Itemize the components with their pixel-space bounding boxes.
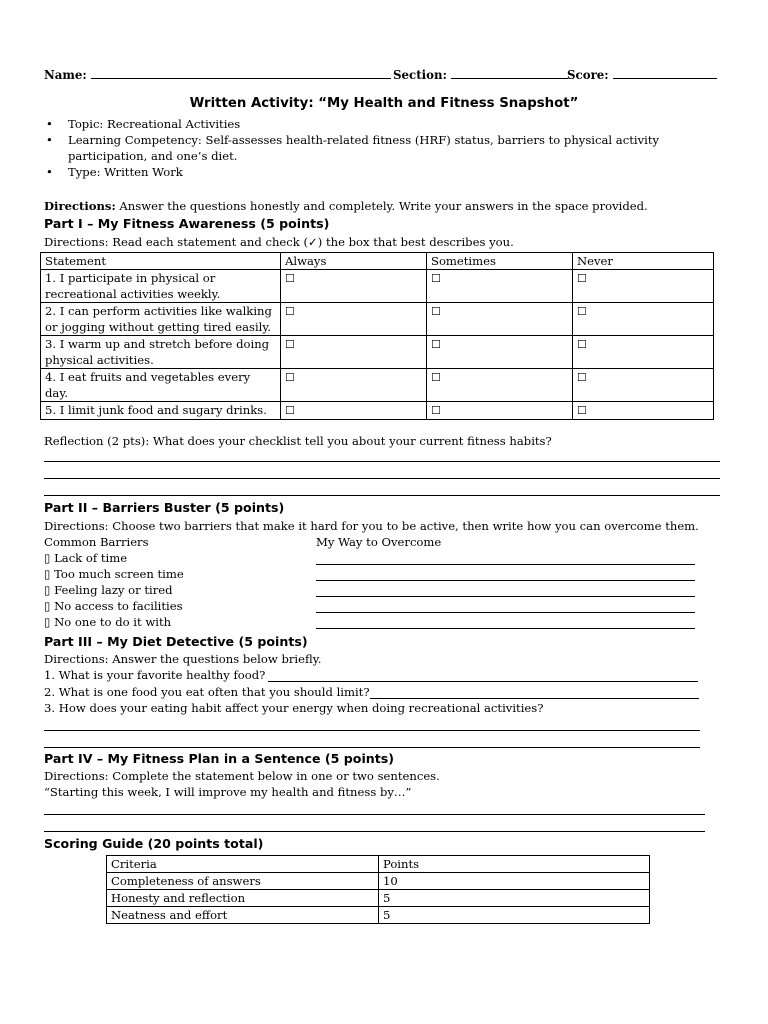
answer-line[interactable] (44, 814, 705, 815)
part1-directions: Directions: Read each statement and check (✓) the box that best describes you. (44, 235, 514, 249)
scoring-heading: Scoring Guide (20 points total) (44, 836, 264, 851)
score-blank[interactable] (613, 67, 717, 79)
bullet-item: • Type: Written Work (46, 165, 183, 179)
checkbox-icon: ▯ (44, 583, 51, 597)
reflection-question: Reflection (2 pts): What does your checklist tell you about your current fitness habits? (44, 434, 552, 448)
table-header-cell: Statement (41, 253, 281, 270)
part1-heading: Part I – My Fitness Awareness (5 points) (44, 216, 330, 231)
points-cell: 5 (379, 907, 650, 924)
sometimes-checkbox[interactable]: ☐ (431, 272, 441, 285)
table-row (107, 890, 650, 907)
section-field (393, 67, 568, 82)
always-checkbox[interactable]: ☐ (285, 305, 295, 318)
barrier-item[interactable]: ▯ Too much screen time (44, 567, 184, 581)
statement-cell: 4. I eat fruits and vegetables every day. (41, 369, 281, 402)
criteria-cell: Completeness of answers (107, 873, 379, 890)
table-header-cell: Never (573, 253, 714, 270)
barrier-item[interactable]: ▯ Lack of time (44, 551, 128, 565)
table-row (107, 873, 650, 890)
overcome-answer-line[interactable] (316, 612, 695, 613)
overcome-answer-line[interactable] (316, 580, 695, 581)
barrier-item[interactable]: ▯ No one to do it with (44, 615, 172, 629)
answer-line[interactable] (370, 698, 699, 699)
fitness-awareness-table (40, 252, 714, 420)
always-checkbox[interactable]: ☐ (285, 404, 295, 417)
name-label: Name: (44, 68, 87, 82)
sometimes-checkbox[interactable]: ☐ (431, 338, 441, 351)
section-label: Section: (393, 68, 447, 82)
part2-directions: Directions: Choose two barriers that make it hard for you to be active, then write how you can overcome them. (44, 519, 699, 533)
score-field (567, 67, 717, 82)
name-field (44, 67, 391, 82)
table-row (41, 336, 714, 369)
table-row (41, 270, 714, 303)
statement-cell: 1. I participate in physical or recreational activities weekly. (41, 270, 281, 303)
criteria-cell: Honesty and reflection (107, 890, 379, 907)
part2-heading: Part II – Barriers Buster (5 points) (44, 500, 285, 515)
info-bullets (44, 116, 724, 180)
bullet-dot: • (46, 165, 53, 179)
never-checkbox[interactable]: ☐ (577, 272, 587, 285)
directions-label: Directions: (44, 199, 116, 213)
table-header-row (107, 856, 650, 873)
overcome-column-header: My Way to Overcome (316, 535, 442, 549)
diet-question-3: 3. How does your eating habit affect your energy when doing recreational activities? (44, 701, 544, 715)
statement-cell: 2. I can perform activities like walking or jogging without getting tired easily. (41, 303, 281, 336)
answer-line[interactable] (44, 495, 720, 496)
statement-cell: 3. I warm up and stretch before doing physical activities. (41, 336, 281, 369)
bullet-dot: • (46, 117, 53, 131)
sometimes-checkbox[interactable]: ☐ (431, 404, 441, 417)
table-row (107, 907, 650, 924)
table-header-cell: Points (379, 856, 650, 873)
answer-line[interactable] (44, 831, 705, 832)
table-row (41, 369, 714, 402)
answer-line[interactable] (268, 681, 698, 682)
always-checkbox[interactable]: ☐ (285, 272, 295, 285)
scoring-table (106, 855, 650, 924)
barriers-column-header: Common Barriers (44, 535, 149, 549)
checkbox-icon: ▯ (44, 551, 51, 565)
checkbox-icon: ▯ (44, 599, 51, 613)
score-label: Score: (567, 68, 609, 82)
table-header-row (41, 253, 714, 270)
bullet-dot: • (46, 133, 53, 147)
answer-line[interactable] (44, 461, 720, 462)
diet-question-1: 1. What is your favorite healthy food? (44, 668, 266, 682)
answer-line[interactable] (44, 747, 700, 748)
statement-cell: 5. I limit junk food and sugary drinks. (41, 402, 281, 420)
answer-line[interactable] (44, 730, 700, 731)
table-row (41, 402, 714, 420)
bullet-item: • Learning Competency: Self-assesses health-related fitness (HRF) status, barriers to physical activity participation, and one’s diet. (46, 133, 660, 163)
bullet-item: • Topic: Recreational Activities (46, 117, 241, 131)
table-header-cell: Sometimes (427, 253, 573, 270)
sometimes-checkbox[interactable]: ☐ (431, 371, 441, 384)
part4-heading: Part IV – My Fitness Plan in a Sentence (5 points) (44, 751, 395, 766)
part3-directions: Directions: Answer the questions below briefly. (44, 652, 322, 666)
criteria-cell: Neatness and effort (107, 907, 379, 924)
table-header-cell: Criteria (107, 856, 379, 873)
name-blank[interactable] (91, 67, 391, 79)
worksheet-title: Written Activity: “My Health and Fitness Snapshot” (189, 96, 579, 111)
barrier-item[interactable]: ▯ No access to facilities (44, 599, 183, 613)
never-checkbox[interactable]: ☐ (577, 338, 587, 351)
overcome-answer-line[interactable] (316, 628, 695, 629)
sometimes-checkbox[interactable]: ☐ (431, 305, 441, 318)
diet-question-2: 2. What is one food you eat often that you should limit? (44, 685, 370, 699)
checkbox-icon: ▯ (44, 615, 51, 629)
never-checkbox[interactable]: ☐ (577, 371, 587, 384)
general-directions (44, 199, 648, 213)
overcome-answer-line[interactable] (316, 596, 695, 597)
section-blank[interactable] (451, 67, 568, 79)
always-checkbox[interactable]: ☐ (285, 371, 295, 384)
directions-text: Answer the questions honestly and completely. Write your answers in the space provided. (119, 199, 648, 213)
part3-heading: Part III – My Diet Detective (5 points) (44, 634, 308, 649)
points-cell: 5 (379, 890, 650, 907)
table-row (41, 303, 714, 336)
always-checkbox[interactable]: ☐ (285, 338, 295, 351)
table-header-cell: Always (281, 253, 427, 270)
checkbox-icon: ▯ (44, 567, 51, 581)
overcome-answer-line[interactable] (316, 564, 695, 565)
answer-line[interactable] (44, 478, 720, 479)
never-checkbox[interactable]: ☐ (577, 305, 587, 318)
part4-directions: Directions: Complete the statement below in one or two sentences. (44, 769, 440, 783)
plan-prompt: “Starting this week, I will improve my health and fitness by…” (44, 785, 412, 799)
never-checkbox[interactable]: ☐ (577, 404, 587, 417)
barrier-item[interactable]: ▯ Feeling lazy or tired (44, 583, 173, 597)
points-cell: 10 (379, 873, 650, 890)
